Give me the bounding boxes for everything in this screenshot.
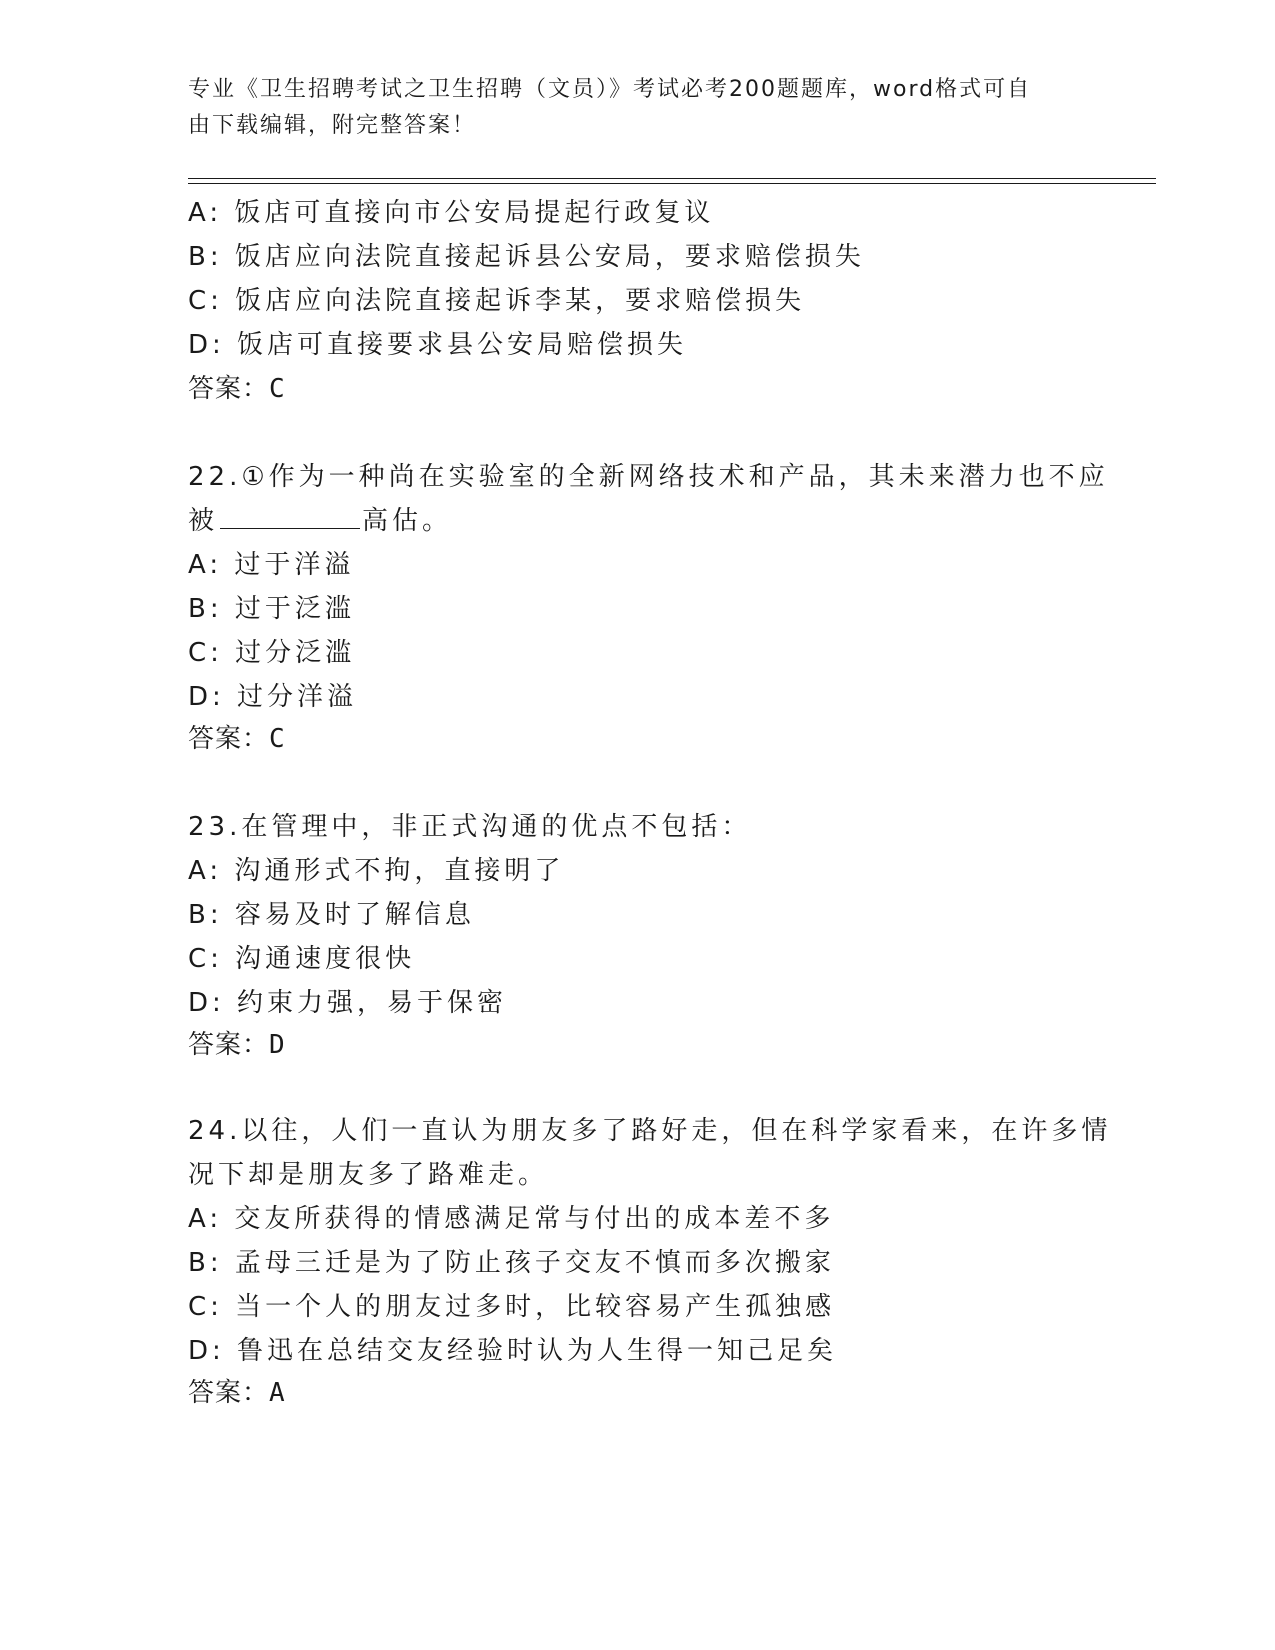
q23-answer bbox=[188, 1028, 286, 1062]
header-line-2: 由下载编辑，附完整答案！ bbox=[188, 113, 477, 138]
answer-value: C bbox=[269, 374, 286, 404]
q24-option-c: C: 当一个人的朋友过多时，比较容易产生孤独感 bbox=[188, 1292, 836, 1322]
q23-stem-line-1: 23.在管理中，非正式沟通的优点不包括： bbox=[188, 812, 752, 842]
q21-answer bbox=[188, 372, 286, 406]
q22-option-d: D: 过分洋溢 bbox=[188, 682, 358, 712]
q23-option-a: A: 沟通形式不拘，直接明了 bbox=[188, 856, 565, 886]
q23-option-b: B: 容易及时了解信息 bbox=[188, 900, 475, 930]
answer-value: C bbox=[269, 724, 286, 754]
q24-option-a: A: 交友所获得的情感满足常与付出的成本差不多 bbox=[188, 1204, 835, 1234]
q23-option-c: C: 沟通速度很快 bbox=[188, 944, 416, 974]
q22-option-c: C: 过分泛滥 bbox=[188, 638, 356, 668]
q22-option-a: A: 过于洋溢 bbox=[188, 550, 355, 580]
header-divider-bottom bbox=[188, 183, 1156, 184]
answer-label: 答案： bbox=[188, 1378, 270, 1408]
fill-in-blank bbox=[220, 506, 360, 529]
q21-option-a: A: 饭店可直接向市公安局提起行政复议 bbox=[188, 198, 715, 228]
q24-stem-line-2: 况下却是朋友多了路难走。 bbox=[188, 1160, 549, 1190]
q22-stem-pre: 被 bbox=[188, 506, 219, 536]
q23-option-d: D: 约束力强，易于保密 bbox=[188, 988, 508, 1018]
answer-value: D bbox=[269, 1030, 286, 1060]
q22-stem-post: 高估。 bbox=[362, 506, 453, 536]
document-header bbox=[188, 72, 1088, 144]
answer-label: 答案： bbox=[188, 374, 270, 404]
header-line-1: 专业《卫生招聘考试之卫生招聘（文员）》考试必考200题题库，word格式可自 bbox=[188, 77, 1032, 102]
q24-option-d: D: 鲁迅在总结交友经验时认为人生得一知己足矣 bbox=[188, 1336, 838, 1366]
answer-value: A bbox=[269, 1378, 286, 1408]
q21-option-c: C: 饭店应向法院直接起诉李某，要求赔偿损失 bbox=[188, 286, 806, 316]
answer-label: 答案： bbox=[188, 1030, 270, 1060]
q24-option-b: B: 孟母三迁是为了防止孩子交友不慎而多次搬家 bbox=[188, 1248, 835, 1278]
q22-answer bbox=[188, 722, 286, 756]
q22-option-b: B: 过于泛滥 bbox=[188, 594, 355, 624]
q21-option-d: D: 饭店可直接要求县公安局赔偿损失 bbox=[188, 330, 688, 360]
q24-answer bbox=[188, 1376, 286, 1410]
q21-option-b: B: 饭店应向法院直接起诉县公安局，要求赔偿损失 bbox=[188, 242, 865, 272]
q22-stem-line-1: 22.①作为一种尚在实验室的全新网络技术和产品，其未来潜力也不应 bbox=[188, 462, 1109, 492]
q22-stem-line-2 bbox=[188, 504, 452, 538]
q24-stem-line-1: 24.以往，人们一直认为朋友多了路好走，但在科学家看来，在许多情 bbox=[188, 1116, 1112, 1146]
answer-label: 答案： bbox=[188, 724, 270, 754]
header-divider-top bbox=[188, 178, 1156, 179]
